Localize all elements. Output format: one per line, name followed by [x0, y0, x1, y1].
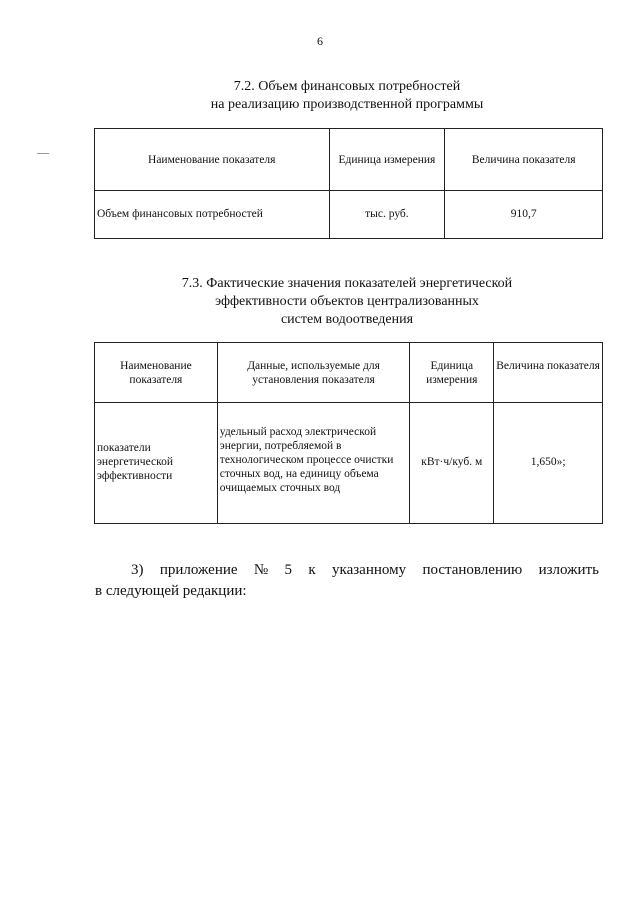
paragraph-line-1 [95, 560, 599, 581]
table-header-row [95, 129, 603, 191]
paragraph-word: 3) [131, 562, 144, 578]
paragraph-word: изложить [538, 562, 599, 578]
paragraph-word: к [308, 562, 316, 578]
section-title-line: систем водоотведения [280, 312, 414, 327]
table-cell: 1,650»; [494, 403, 603, 524]
header-cell: Единица измерения [329, 129, 445, 191]
table-row [95, 191, 603, 239]
header-cell: Наименование показателя [95, 129, 330, 191]
header-cell: Величина показателя [494, 343, 603, 403]
table-header-row [95, 343, 603, 403]
financial-needs-table [94, 128, 603, 239]
paragraph-word: № [253, 562, 269, 578]
energy-efficiency-table [94, 342, 603, 524]
body-paragraph [95, 560, 599, 602]
section-title-line: 7.2. Объем финансовых потребностей [233, 79, 461, 94]
table-row [95, 403, 603, 524]
section-title-line: 7.3. Фактические значения показателей энергетической [181, 276, 513, 291]
table-cell: кВт·ч/куб. м [410, 403, 494, 524]
paragraph-word: приложение [159, 562, 238, 578]
header-cell: Величина показателя [445, 129, 603, 191]
header-cell: Данные, используемые для установления показателя [217, 343, 410, 403]
table-cell: 910,7 [445, 191, 603, 239]
table-cell: Объем финансовых потребностей [95, 191, 330, 239]
paragraph-word: 5 [284, 562, 293, 578]
table-cell: показатели энергетической эффективности [95, 403, 218, 524]
paragraph-line-2: в следующей редакции: [95, 583, 247, 599]
paragraph-word: постановлению [422, 562, 523, 578]
section-title-line: эффективности объектов централизованных [215, 294, 479, 309]
section-7-2-title [0, 78, 640, 114]
page-number: 6 [317, 34, 323, 48]
section-7-3-title [0, 275, 640, 329]
table-cell: удельный расход электрической энергии, потребляемой в технологическом процессе очистки сточных вод, на единицу объема очищаемых сточных вод [217, 403, 410, 524]
paragraph-word: указанному [332, 562, 407, 578]
section-title-line: на реализацию производственной программы [210, 97, 484, 112]
margin-mark [37, 153, 49, 154]
header-cell: Единица измерения [410, 343, 494, 403]
table-cell: тыс. руб. [329, 191, 445, 239]
header-cell: Наименование показателя [95, 343, 218, 403]
